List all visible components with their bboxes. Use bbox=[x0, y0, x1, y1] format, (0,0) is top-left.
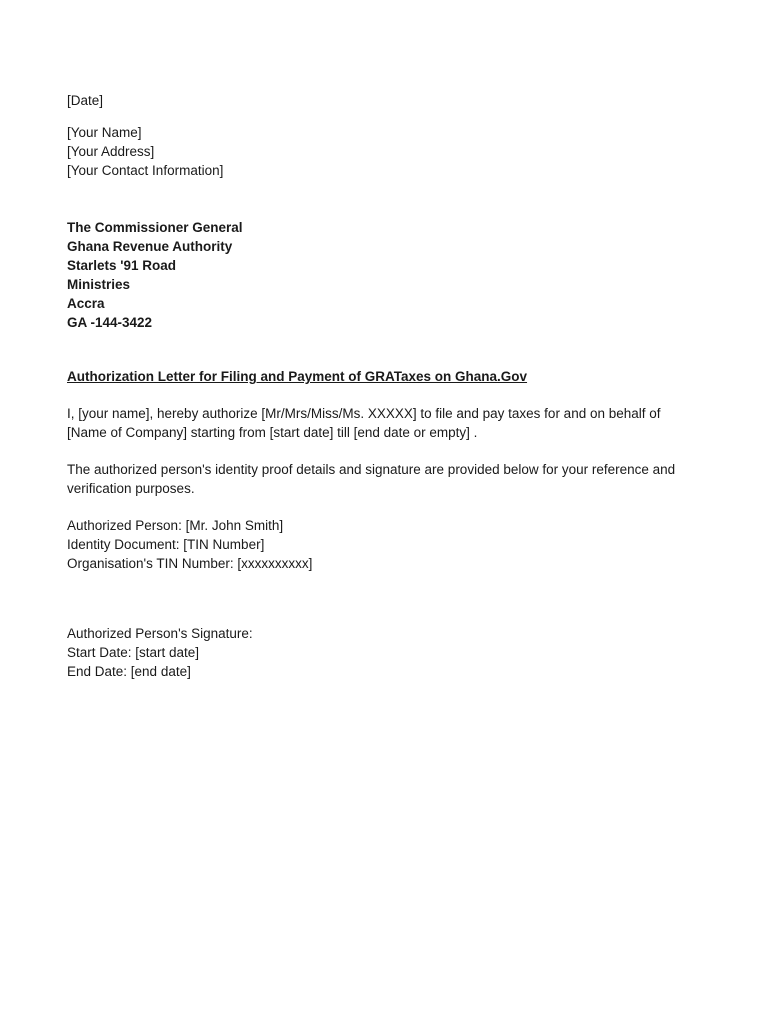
body-paragraph-2-line-2: verification purposes. bbox=[67, 481, 195, 496]
signature-label: Authorized Person's Signature: bbox=[67, 626, 253, 641]
recipient-postal-code: GA -144-3422 bbox=[67, 315, 153, 330]
sender-name: [Your Name] bbox=[67, 125, 142, 140]
sender-address: [Your Address] bbox=[67, 144, 155, 159]
letter-subject: Authorization Letter for Filing and Payment of GRATaxes on Ghana.Gov bbox=[67, 369, 528, 384]
start-date-line: Start Date: [start date] bbox=[67, 645, 200, 660]
organisation-tin-line: Organisation's TIN Number: [xxxxxxxxxx] bbox=[67, 556, 313, 571]
recipient-city: Accra bbox=[67, 296, 105, 311]
recipient-organization: Ghana Revenue Authority bbox=[67, 239, 233, 254]
end-date-line: End Date: [end date] bbox=[67, 664, 191, 679]
body-paragraph-1-line-1: I, [your name], hereby authorize [Mr/Mrs/Miss/Ms. XXXXX] to file and pay taxes for and on behalf of bbox=[67, 406, 661, 421]
sender-contact: [Your Contact Information] bbox=[67, 163, 224, 178]
recipient-title: The Commissioner General bbox=[67, 220, 243, 235]
authorized-person-line: Authorized Person: [Mr. John Smith] bbox=[67, 518, 284, 533]
recipient-street: Starlets '91 Road bbox=[67, 258, 177, 273]
body-paragraph-1-line-2: [Name of Company] starting from [start date] till [end date or empty] . bbox=[67, 425, 478, 440]
identity-document-line: Identity Document: [TIN Number] bbox=[67, 537, 265, 552]
date-line: [Date] bbox=[67, 93, 104, 108]
recipient-area: Ministries bbox=[67, 277, 131, 292]
body-paragraph-2-line-1: The authorized person's identity proof details and signature are provided below for your reference and bbox=[67, 462, 676, 477]
